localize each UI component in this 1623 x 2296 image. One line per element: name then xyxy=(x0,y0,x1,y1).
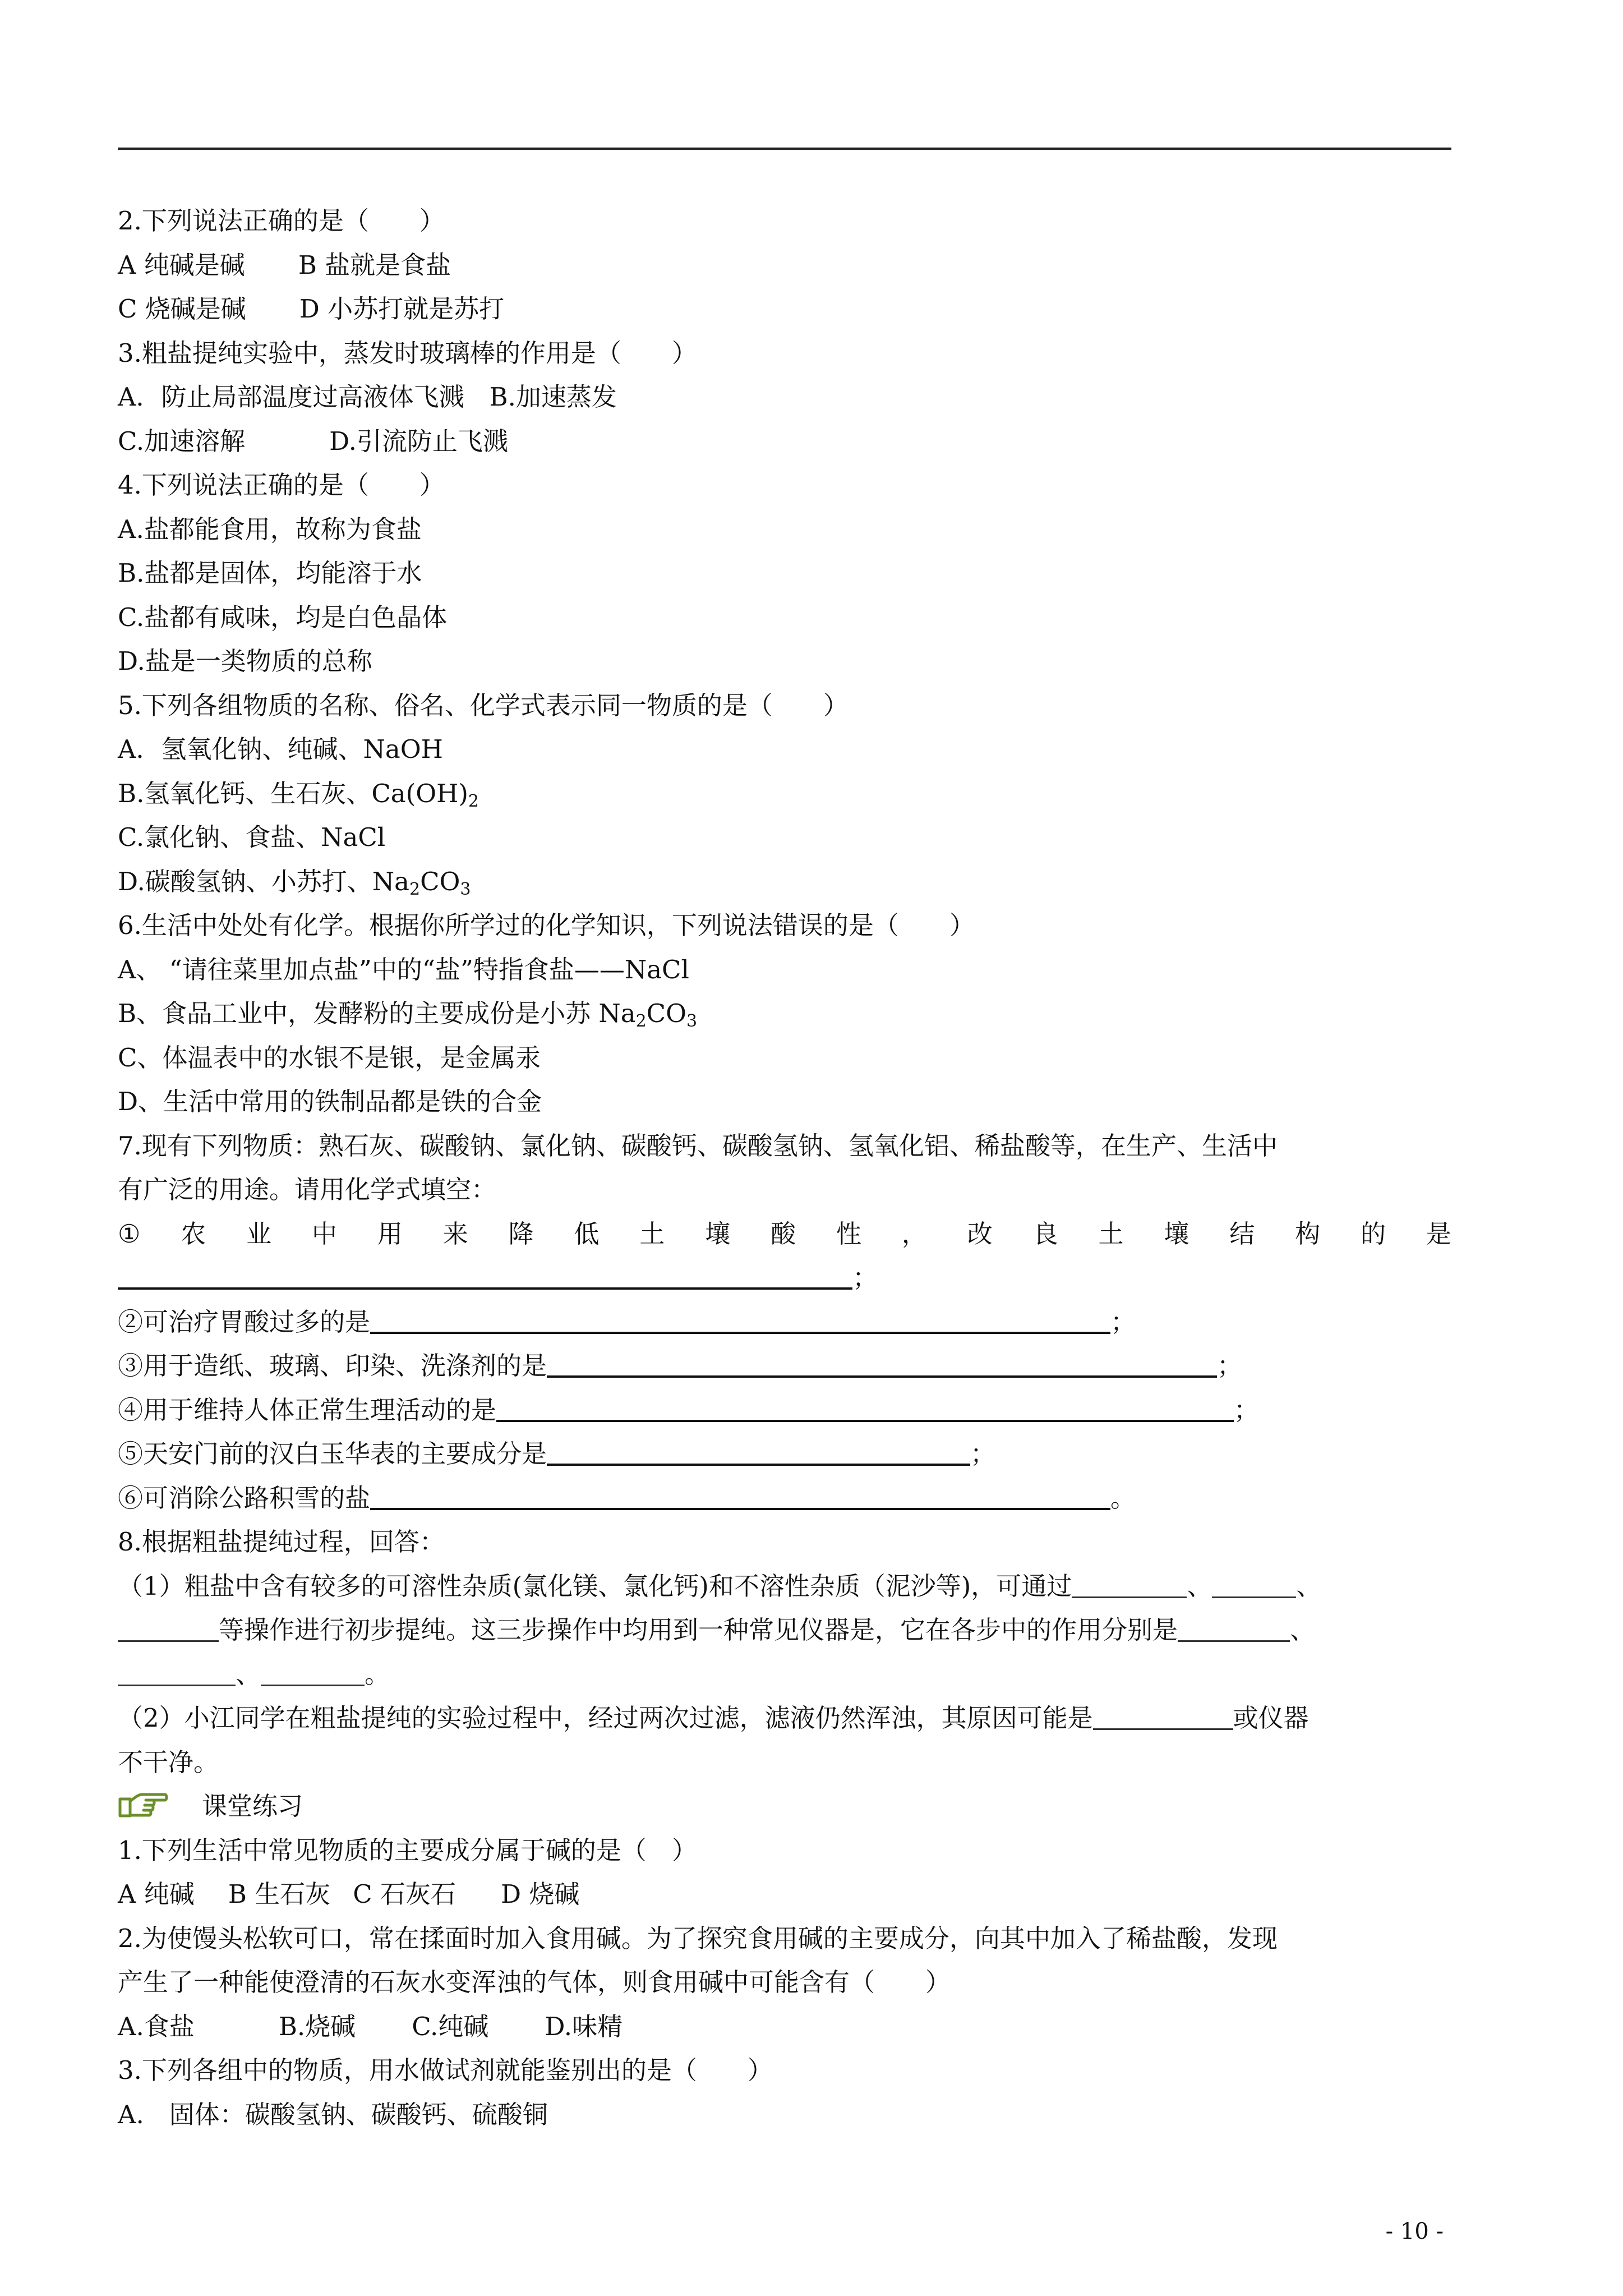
q7-item-1-char: 土 xyxy=(1098,1218,1124,1249)
q7-item-1-char: ， xyxy=(901,1218,927,1249)
q7-item-4-semicolon: ； xyxy=(1234,1395,1260,1425)
q3-option-c: C.加速溶解 xyxy=(118,426,246,456)
q5-option-b xyxy=(118,772,1451,816)
q8-blank-2[interactable] xyxy=(1212,1567,1296,1598)
practice-q3-option-a: A. 固体：碳酸氢钠、碳酸钙、硫酸铜 xyxy=(118,2099,548,2129)
q2-option-a: A 纯碱是碱 xyxy=(118,250,245,280)
q5-option-b-subscript: 2 xyxy=(468,791,479,811)
q7-item-1-char: 中 xyxy=(311,1218,337,1249)
q7-item-2-blank[interactable] xyxy=(370,1303,1110,1334)
q2-option-c: C 烧碱是碱 xyxy=(118,294,246,324)
q7-item-3-text: ③用于造纸、玻璃、印染、洗涤剂的是 xyxy=(118,1351,547,1381)
q2-options-cd xyxy=(118,287,1451,332)
q6-option-b-formula: CO xyxy=(646,999,686,1028)
practice-q1-option-d: D 烧碱 xyxy=(500,1879,580,1909)
q7-item-1-char: 降 xyxy=(508,1218,534,1249)
q8-period: 。 xyxy=(365,1659,390,1689)
q7-item-1-char: 的 xyxy=(1360,1218,1386,1249)
q7-item-6 xyxy=(118,1476,1451,1521)
q7-item-2 xyxy=(118,1300,1451,1345)
q7-item-5-blank[interactable] xyxy=(547,1434,970,1466)
q7-item-1-answer xyxy=(118,1256,1451,1300)
q8-part-2-line-1 xyxy=(118,1696,1451,1741)
q7-item-1-char: 构 xyxy=(1295,1218,1321,1249)
q7-item-1-char: 低 xyxy=(574,1218,600,1249)
q5-option-d-text: D.碳酸氢钠、小苏打、Na xyxy=(118,866,409,896)
practice-section-title: 课堂练习 xyxy=(202,1791,303,1821)
practice-q3-stem: 3.下列各组中的物质，用水做试剂就能鉴别出的是（ ） xyxy=(118,2055,773,2085)
q7-item-1-char: 业 xyxy=(246,1218,272,1249)
q7-item-1-char: 酸 xyxy=(771,1218,796,1249)
q7-item-2-text: ②可治疗胃酸过多的是 xyxy=(118,1306,371,1337)
q4-option-d: D.盐是一类物质的总称 xyxy=(118,646,372,676)
q8-part-2-line-2: 不干净。 xyxy=(118,1747,219,1777)
q3-options-cd xyxy=(118,420,1451,464)
q7-item-4-text: ④用于维持人体正常生理活动的是 xyxy=(118,1395,497,1425)
q7-item-1-char: 良 xyxy=(1032,1218,1058,1249)
q8-blank-1[interactable] xyxy=(1072,1567,1187,1598)
q5-option-d-subscript-2: 3 xyxy=(460,879,471,899)
q8-stem: 8.根据粗盐提纯过程，回答： xyxy=(118,1527,445,1557)
q6-option-b-text: B、食品工业中，发酵粉的主要成份是小苏 Na xyxy=(118,999,636,1028)
practice-q1-options xyxy=(118,1872,1451,1917)
q7-item-1-char: 壤 xyxy=(1164,1218,1189,1249)
practice-q2-option-b: B.烧碱 xyxy=(278,2011,356,2041)
q4-option-a: A.盐都能食用，故称为食盐 xyxy=(118,514,422,544)
q7-item-6-text: ⑥可消除公路积雪的盐 xyxy=(118,1483,371,1513)
practice-q2-option-c: C.纯碱 xyxy=(412,2011,489,2041)
q3-option-b: B.加速蒸发 xyxy=(489,382,617,412)
q7-item-1-char: 农 xyxy=(181,1218,206,1249)
q7-item-5-text: ⑤天安门前的汉白玉华表的主要成分是 xyxy=(118,1439,547,1469)
q8-comma: 、 xyxy=(236,1659,261,1689)
q7-item-1-blank[interactable] xyxy=(118,1258,852,1290)
q7-item-1-char: 是 xyxy=(1426,1218,1451,1249)
q7-stem-line-2: 有广泛的用途。请用化学式填空： xyxy=(118,1175,497,1204)
q5-option-d-subscript-1: 2 xyxy=(409,879,421,899)
q7-item-1-char: 来 xyxy=(442,1218,468,1249)
worksheet-content xyxy=(118,199,1451,2137)
q8-part-1-line-3 xyxy=(118,1653,1451,1697)
q2-options-ab xyxy=(118,243,1451,288)
q7-item-1-char: 用 xyxy=(377,1218,403,1249)
q6-option-a: A、 “请往菜里加点盐”中的“盐”特指食盐——NaCl xyxy=(118,954,689,984)
q3-option-d: D.引流防止飞溅 xyxy=(329,426,508,456)
q7-stem-line-1: 7.现有下列物质：熟石灰、碳酸钠、氯化钠、碳酸钙、碳酸氢钠、氢氧化铝、稀盐酸等，在生产、生活中 xyxy=(118,1130,1278,1161)
q7-item-3-semicolon: ； xyxy=(1217,1351,1243,1381)
q7-item-3-blank[interactable] xyxy=(547,1346,1217,1378)
q8-comma: 、 xyxy=(1290,1615,1316,1645)
q6-option-c: C、体温表中的水银不是银，是金属汞 xyxy=(118,1042,541,1073)
practice-q2-option-d: D.味精 xyxy=(545,2011,623,2041)
q8-blank-3[interactable] xyxy=(118,1611,219,1642)
q8-part-1-text-1: （1）粗盐中含有较多的可溶性杂质(氯化镁、氯化钙)和不溶性杂质（泥沙等)，可通过 xyxy=(118,1571,1072,1601)
q5-option-d xyxy=(118,860,1451,904)
practice-q2-stem-line-2: 产生了一种能使澄清的石灰水变浑浊的气体，则食用碱中可能含有（ ） xyxy=(118,1967,951,1997)
practice-section-header xyxy=(118,1784,1451,1829)
pointing-hand-icon xyxy=(118,1791,168,1821)
q7-item-1-char: 壤 xyxy=(705,1218,731,1249)
q8-blank-7[interactable] xyxy=(1093,1699,1233,1730)
q5-option-b-text: B.氢氧化钙、生石灰、Ca(OH) xyxy=(118,778,468,808)
q6-stem: 6.生活中处处有化学。根据你所学过的化学知识，下列说法错误的是（ ） xyxy=(118,910,975,940)
q6-option-d: D、生活中常用的铁制品都是铁的合金 xyxy=(118,1087,542,1116)
practice-q1-option-b: B 生石灰 xyxy=(228,1879,331,1909)
q2-stem: 2.下列说法正确的是（ ） xyxy=(118,206,445,236)
q7-item-6-blank[interactable] xyxy=(370,1479,1110,1510)
q5-option-c: C.氯化钠、食盐、NaCl xyxy=(118,822,386,852)
page-number: - 10 - xyxy=(1385,2219,1444,2244)
q7-item-2-semicolon: ； xyxy=(1110,1306,1136,1337)
q8-comma: 、 xyxy=(1187,1571,1212,1601)
q7-item-6-period: 。 xyxy=(1110,1483,1136,1513)
q6-option-b-subscript-1: 2 xyxy=(635,1011,647,1031)
q7-item-5-semicolon: ； xyxy=(970,1439,996,1469)
q7-item-1-semicolon: ； xyxy=(852,1263,878,1292)
q6-option-b-subscript-2: 3 xyxy=(686,1011,698,1031)
q8-blank-4[interactable] xyxy=(1178,1611,1290,1642)
q7-item-5 xyxy=(118,1432,1451,1476)
q8-part-1-line-1 xyxy=(118,1565,1451,1609)
q8-part-2-text-2: 或仪器 xyxy=(1233,1703,1309,1733)
q5-option-a: A．氢氧化钠、纯碱、NaOH xyxy=(118,734,443,764)
q7-item-1-char: 性 xyxy=(836,1218,861,1249)
q7-item-3 xyxy=(118,1344,1451,1388)
q7-item-1-char: ① xyxy=(118,1218,141,1249)
q7-item-4-blank[interactable] xyxy=(496,1391,1234,1422)
q7-item-1 xyxy=(118,1212,1451,1257)
q7-item-4 xyxy=(118,1388,1451,1433)
q8-part-1-text-2: 等操作进行初步提纯。这三步操作中均用到一种常见仪器是，它在各步中的作用分别是 xyxy=(219,1615,1178,1645)
practice-q2-option-a: A.食盐 xyxy=(118,2011,195,2041)
q4-stem: 4.下列说法正确的是（ ） xyxy=(118,470,445,500)
q4-option-c: C.盐都有咸味，均是白色晶体 xyxy=(118,602,448,632)
q8-comma: 、 xyxy=(1296,1571,1322,1601)
q4-option-b: B.盐都是固体，均能溶于水 xyxy=(118,558,422,588)
q8-part-1-line-2 xyxy=(118,1608,1451,1653)
practice-q1-option-a: A 纯碱 xyxy=(118,1879,195,1909)
practice-q2-stem-line-1: 2.为使馒头松软可口，常在揉面时加入食用碱。为了探究食用碱的主要成分，向其中加入了稀盐酸，发现 xyxy=(118,1923,1278,1953)
q5-stem: 5.下列各组物质的名称、俗名、化学式表示同一物质的是（ ） xyxy=(118,690,849,720)
q6-option-b xyxy=(118,992,1451,1036)
q7-item-1-char: 结 xyxy=(1229,1218,1255,1249)
q8-part-2-text-1: （2）小江同学在粗盐提纯的实验过程中，经过两次过滤，滤液仍然浑浊，其原因可能是 xyxy=(118,1703,1093,1733)
q7-item-1-char: 改 xyxy=(967,1218,993,1249)
practice-q1-stem: 1.下列生活中常见物质的主要成分属于碱的是（ ） xyxy=(118,1835,697,1865)
q2-option-d: D 小苏打就是苏打 xyxy=(299,294,505,324)
q8-blank-5[interactable] xyxy=(118,1655,236,1686)
q8-blank-6[interactable] xyxy=(261,1655,365,1686)
q5-option-d-formula: CO xyxy=(420,866,460,896)
q3-option-a: A．防止局部温度过高液体飞溅 xyxy=(118,382,464,412)
q7-item-1-char: 土 xyxy=(639,1218,665,1249)
q3-options-ab xyxy=(118,375,1451,420)
header-rule xyxy=(118,148,1451,150)
q3-stem: 3.粗盐提纯实验中，蒸发时玻璃棒的作用是（ ） xyxy=(118,338,697,368)
q2-option-b: B 盐就是食盐 xyxy=(298,250,451,280)
practice-q1-option-c: C 石灰石 xyxy=(353,1879,456,1909)
practice-q2-options xyxy=(118,2005,1451,2049)
